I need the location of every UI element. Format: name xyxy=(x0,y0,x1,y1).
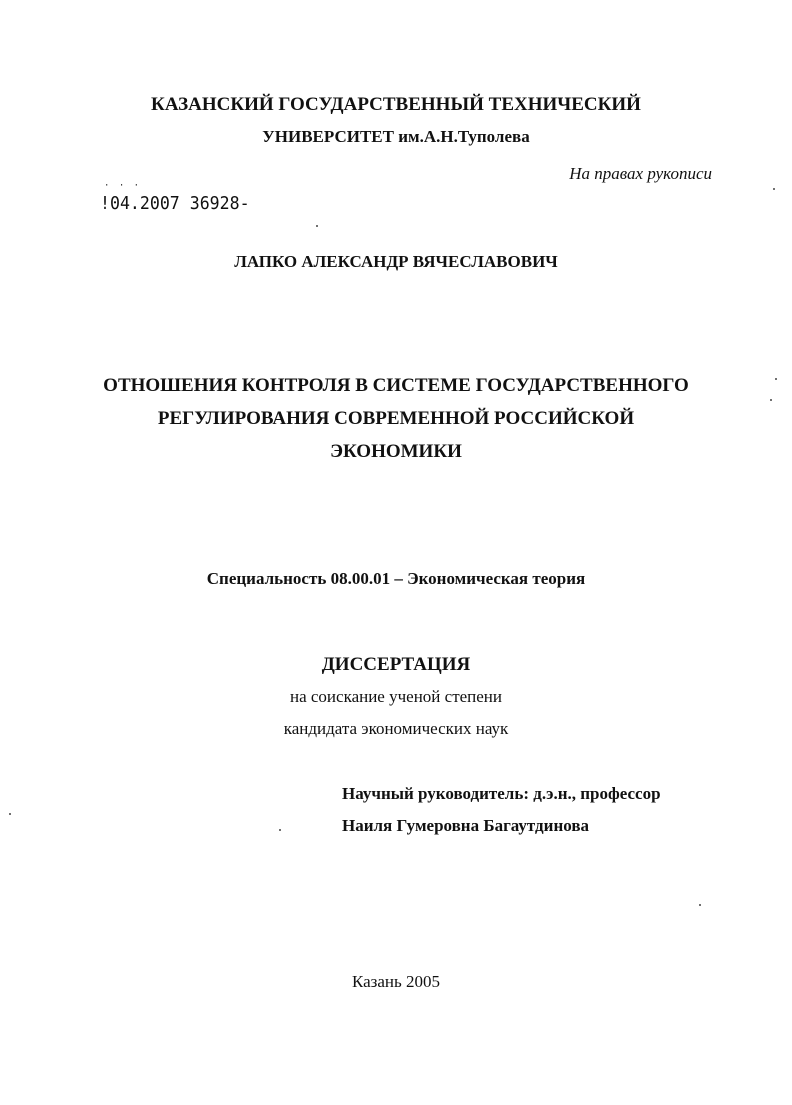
manuscript-note: На правах рукописи xyxy=(569,164,712,183)
stamp-dots: · · · xyxy=(104,181,142,191)
scan-speck xyxy=(773,188,775,190)
city-year: Казань 2005 xyxy=(351,972,441,991)
university-name-line1: КАЗАНСКИЙ ГОСУДАРСТВЕННЫЙ ТЕХНИЧЕСКИЙ xyxy=(151,94,641,115)
dissertation-title-line1: ОТНОШЕНИЯ КОНТРОЛЯ В СИСТЕМЕ ГОСУДАРСТВЕННОГО xyxy=(103,375,689,396)
dissertation-title-line2: РЕГУЛИРОВАНИЯ СОВРЕМЕННОЙ РОССИЙСКОЙ xyxy=(157,408,635,429)
scan-speck xyxy=(775,378,777,380)
university-name-line2: УНИВЕРСИТЕТ им.А.Н.Туполева xyxy=(262,127,530,146)
work-type-label: ДИССЕРТАЦИЯ xyxy=(321,654,471,675)
supervisor-title: Научный руководитель: д.э.н., профессор xyxy=(342,784,661,803)
dissertation-title-line3: ЭКОНОМИКИ xyxy=(330,441,462,462)
specialty: Специальность 08.00.01 – Экономическая теория xyxy=(206,569,586,588)
scan-speck xyxy=(770,399,772,401)
degree-line2: кандидата экономических наук xyxy=(283,719,509,738)
supervisor-name: Наиля Гумеровна Багаутдинова xyxy=(342,816,589,835)
registration-stamp: !04.2007 36928- xyxy=(100,193,250,214)
scan-speck xyxy=(9,813,11,815)
author-name: ЛАПКО АЛЕКСАНДР ВЯЧЕСЛАВОВИЧ xyxy=(234,252,558,271)
degree-line1: на соискание ученой степени xyxy=(289,687,503,706)
scan-speck xyxy=(699,904,701,906)
scan-speck xyxy=(279,829,281,831)
scan-speck xyxy=(316,225,318,227)
